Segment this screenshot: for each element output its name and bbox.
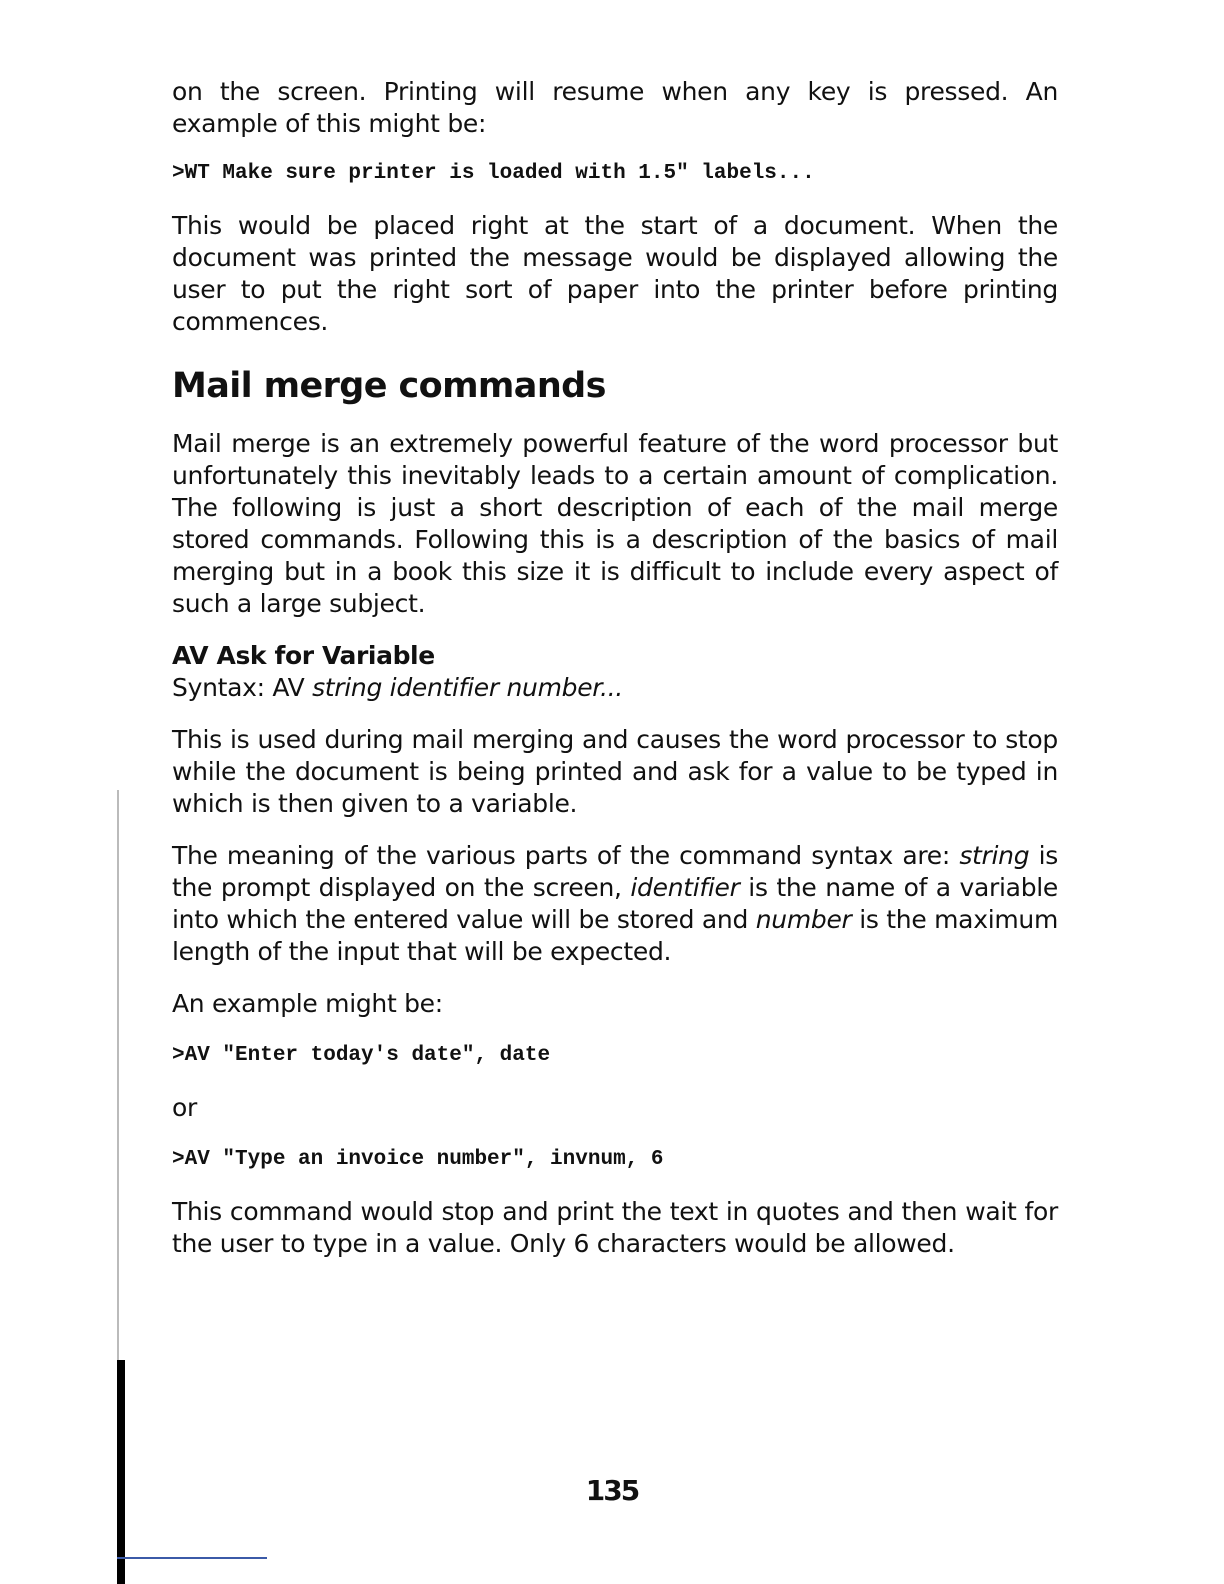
- example-av-1: >AV "Enter today's date", date: [172, 1044, 551, 1067]
- page-body: [172, 76, 1058, 1260]
- term-number: number: [755, 905, 852, 934]
- section-heading: Mail merge commands: [172, 366, 606, 406]
- term-identifier-desc: is the name of a variable into which the entered value will be stored and: [172, 873, 1058, 934]
- scan-bottom-line: [117, 1557, 267, 1559]
- or-separator: or: [172, 1093, 197, 1122]
- example-intro: An example might be:: [172, 989, 443, 1018]
- example-av-2: >AV "Type an invoice number", invnum, 6: [172, 1148, 664, 1171]
- section-intro: Mail merge is an extremely powerful feature of the word processor but unfortunately this inevitably leads to a certain amount of complication. The following is just a short description of each of the mail merge stored commands. Following this is a description of the basics of mail merging but in a book this size it is difficult to include every aspect of such a large subject.: [172, 429, 1058, 618]
- av-meaning-paragraph: [172, 840, 1058, 968]
- syntax-label: Syntax: AV: [172, 673, 313, 702]
- term-number-desc: is the maximum length of the input that will be expected.: [172, 905, 1058, 966]
- meaning-intro: The meaning of the various parts of the command syntax are:: [172, 841, 960, 870]
- term-identifier: identifier: [630, 873, 740, 902]
- scan-margin-bar: [117, 1360, 125, 1584]
- av-closing-paragraph: This command would stop and print the text in quotes and then wait for the user to type in a value. Only 6 characters would be allowed.: [172, 1197, 1058, 1258]
- page-number: 135: [585, 1474, 639, 1507]
- av-command-title: AV Ask for Variable: [172, 641, 435, 670]
- wt-explanation: This would be placed right at the start of a document. When the document was printed the message would be displayed allowing the user to put the right sort of paper into the printer before printing commences.: [172, 211, 1058, 336]
- av-syntax-line: [172, 672, 1058, 704]
- scan-margin-line: [117, 790, 119, 1360]
- term-string-desc: is the prompt displayed on the screen,: [172, 841, 1058, 902]
- syntax-args: string identifier number...: [312, 673, 623, 702]
- term-string: string: [959, 841, 1030, 870]
- example-wt-command: >WT Make sure printer is loaded with 1.5" labels...: [172, 162, 815, 185]
- av-description: This is used during mail merging and causes the word processor to stop while the document is being printed and ask for a value to be typed in which is then given to a variable.: [172, 725, 1058, 818]
- top-paragraph: on the screen. Printing will resume when any key is pressed. An example of this might be:: [172, 77, 1058, 138]
